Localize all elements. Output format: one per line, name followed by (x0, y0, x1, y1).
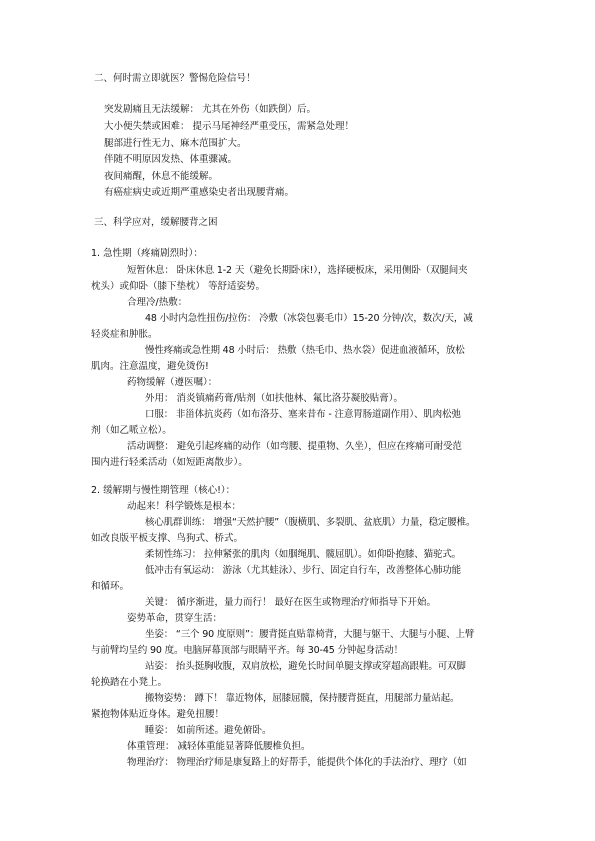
section-3-heading: 三、科学应对，缓解腰背之困 (94, 217, 218, 228)
warning-sign-item: 腿部进行性无力、麻木范围扩大。 (104, 138, 247, 149)
hot-compress-text: 慢性疼痛或急性期 48 小时后： 热敷（热毛巾、热水袋）促进血液循环，放松 (145, 345, 465, 356)
warning-sign-item: 大小便失禁或困难： 提示马尾神经严重受压，需紧急处理！ (104, 121, 355, 132)
warning-sign-item: 夜间痛醒，休息不能缓解。 (104, 171, 219, 182)
external-medication-text: 外用： 消炎镇痛药膏/贴剂（如扶他林、氟比洛芬凝胶贴膏）。 (145, 393, 403, 404)
chronic-phase-title: 2. 缓解期与慢性期管理（核心!）： (91, 485, 236, 496)
rest-text-cont: 枕头）或仰卧（膝下垫枕） 等舒适姿势。 (91, 281, 266, 292)
cold-compress-text: 48 小时内急性扭伤/拉伤： 冷敷（冰袋包裹毛巾）15-20 分钟/次，数次/天，减 (145, 313, 473, 324)
key-note-text: 关键： 循序渐进，量力而行！ 最好在医生或物理治疗师指导下开始。 (145, 597, 437, 608)
weight-management-text: 体重管理： 减轻体重能显著降低腰椎负担。 (127, 741, 311, 752)
aerobic-text-cont: 和循环。 (91, 581, 130, 592)
lifting-posture-text-cont: 紧抱物体贴近身体。避免扭腰！ (91, 709, 225, 720)
hot-compress-text-cont: 肌肉。注意温度，避免烫伤! (91, 361, 209, 372)
hot-cold-title: 合理冷/热敷： (127, 297, 188, 308)
flexibility-text: 柔韧性练习： 拉伸紧张的肌肉（如腘绳肌、髋屈肌）。如仰卧抱膝、猫驼式。 (145, 549, 462, 560)
core-training-text-cont: 如改良版平板支撑、鸟狗式、桥式。 (91, 533, 244, 544)
medication-title: 药物缓解（遵医嘱）： (127, 377, 218, 388)
lifting-posture-text: 搬物姿势： 蹲下！ 靠近物体，屈膝屈髋，保持腰背挺直，用腿部力量站起。 (145, 693, 460, 704)
posture-title: 姿势革命，贯穿生活： (127, 613, 223, 624)
oral-medication-text: 口服： 非甾体抗炎药（如布洛芬、塞来昔布 - 注意胃肠道副作用）、肌肉松弛 (145, 409, 461, 420)
standing-posture-text: 站姿： 抬头挺胸收腹，双肩放松，避免长时间单腿支撑或穿超高跟鞋。可双脚 (145, 661, 466, 672)
warning-sign-item: 突发剧痛且无法缓解： 尤其在外伤（如跌倒）后。 (104, 104, 317, 115)
acute-phase-title: 1. 急性期（疼痛剧烈时）： (91, 248, 203, 259)
exercise-title: 动起来！科学锻炼是根本： (127, 501, 242, 512)
section-2-heading: 二、何时需立即就医？警惕危险信号！ (94, 73, 256, 84)
sleeping-posture-text: 睡姿： 如前所述。避免俯卧。 (145, 725, 272, 736)
activity-adjust-text: 活动调整： 避免引起疼痛的动作（如弯腰、提重物、久坐），但应在疼痛可耐受范 (127, 441, 462, 452)
warning-sign-item: 有癌症病史或近期严重感染史者出现腰背痛。 (104, 187, 295, 198)
core-training-text: 核心肌群训练： 增强“天然护腰”（腹横肌、多裂肌、盆底肌）力量，稳定腰椎。 (145, 517, 476, 528)
sitting-posture-text: 坐姿： “三个 90 度原则”：腰背挺直贴靠椅背，大腿与躯干、大腿与小腿、上臂 (145, 629, 475, 640)
rest-text: 短暂休息： 卧床休息 1-2 天（避免长期卧床!），选择硬板床，采用侧卧（双腿间夹 (127, 265, 468, 276)
oral-medication-text-cont: 剂（如乙哌立松）。 (91, 425, 172, 436)
activity-adjust-text-cont: 围内进行轻柔活动（如短距离散步）。 (91, 457, 248, 468)
sitting-posture-text-cont: 与前臂均呈约 90 度。电脑屏幕顶部与眼睛平齐。每 30-45 分钟起身活动！ (91, 645, 403, 656)
warning-sign-item: 伴随不明原因发热、体重骤减。 (104, 154, 238, 165)
aerobic-text: 低冲击有氧运动： 游泳（尤其蛙泳）、步行、固定自行车，改善整体心肺功能 (145, 565, 462, 576)
standing-posture-text-cont: 轮换踏在小凳上。 (91, 677, 168, 688)
cold-compress-text-cont: 轻炎症和肿胀。 (91, 329, 158, 340)
physical-therapy-text: 物理治疗： 物理治疗师是康复路上的好帮手，能提供个体化的手法治疗、理疗（如 (127, 757, 467, 768)
